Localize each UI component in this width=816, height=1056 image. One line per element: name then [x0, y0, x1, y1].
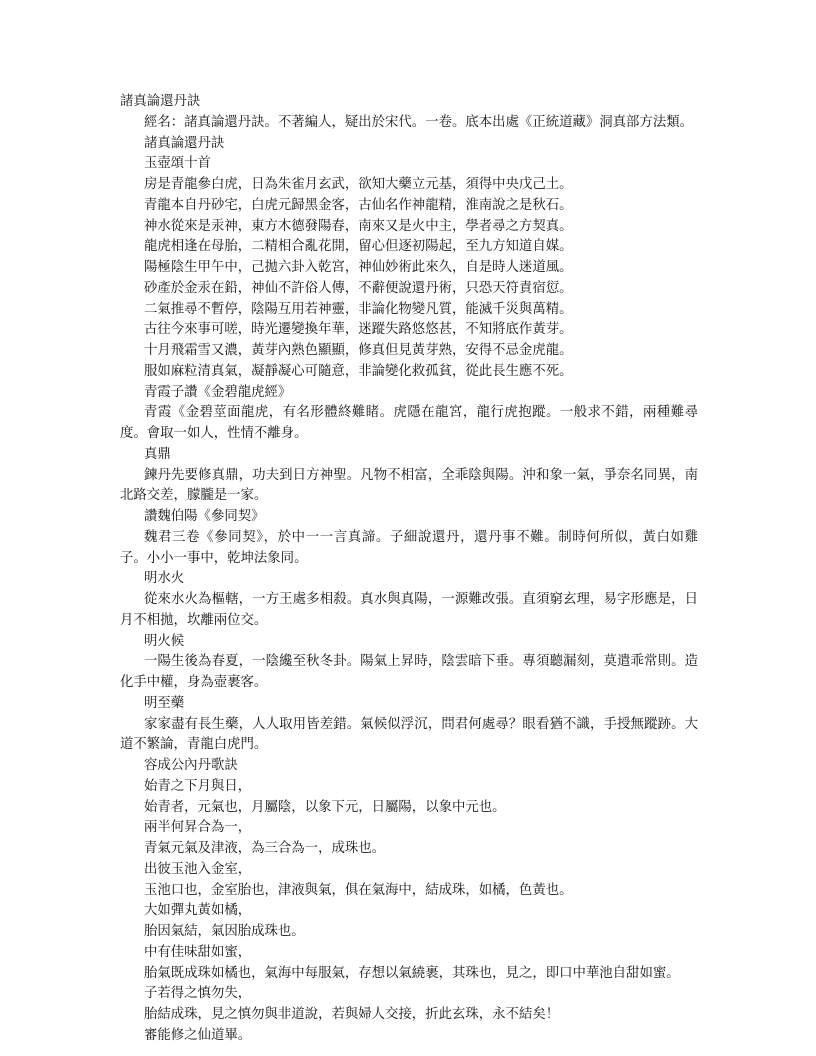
paragraph: 青霞《金碧莖面龍虎，有名形體終難睹。虎隱在龍宮，龍行虎抱蹤。一般求不錯，兩種難尋度。會取一如人，性情不離身。 — [120, 405, 698, 441]
paragraph: 兩半何昇合為一， — [144, 820, 252, 836]
paragraph: 出彼玉池入金室， — [144, 861, 252, 877]
document-page — [120, 92, 698, 1047]
paragraph: 胎因氣結，氣因胎成珠也。 — [144, 924, 305, 939]
paragraph: 十月飛霜雪又濃，黃芽內熟色顯顯，修真但見黃芽熟，安得不忌金虎龍。 — [144, 343, 573, 358]
paragraph: 經名：諸真論還丹訣。不著編人，疑出於宋代。一卷。底本出處《正統道藏》洞真部方法類。 — [144, 114, 694, 130]
paragraph: 二氣推尋不暫停，陰陽互用若神靈，非論化物變凡質，能滅千災與萬精。 — [144, 301, 573, 317]
paragraph: 始青者，元氣也，月屬陰，以象下元，日屬陽，以象中元也。 — [144, 799, 506, 815]
paragraph: 胎氣既成珠如橘也，氣海中每服氣，存想以氣繞裹，其珠也，見之，即口中華池自甜如蜜。 — [144, 965, 680, 981]
paragraph: 讚魏伯陽《參同契》 — [144, 509, 265, 524]
paragraph: 青龍本自丹砂宅，白虎元歸黑金客，古仙名作神龍精，淮南說之是秋石。 — [144, 197, 573, 213]
paragraph: 玉壺頌十首 — [144, 156, 211, 172]
paragraph: 古往今來事可嗟，時光遷變換年華，迷蹤失路悠悠甚，不知將底作黃芽。 — [144, 322, 573, 338]
document-body — [120, 113, 698, 1047]
paragraph: 家家盡有長生藥，人人取用皆差錯。氣候似浮沉，問君何處尋？眼看猶不識，手授無蹤跡。大道不繁論，青龍白虎門。 — [120, 716, 698, 753]
paragraph: 容成公內丹歌訣 — [144, 758, 238, 773]
document-title: 諸真論還丹訣 — [120, 94, 201, 109]
paragraph: 明火候 — [144, 633, 185, 649]
paragraph: 審能修之仙道畢。 — [144, 1027, 252, 1043]
paragraph: 明至藥 — [144, 695, 185, 711]
paragraph: 龍虎相逢在母胎，二精相合亂花開，留心但逐初陽起，至九方知道自媒。 — [144, 239, 573, 255]
paragraph: 子若得之慎勿失， — [144, 986, 252, 1002]
paragraph: 從來水火為樞轄，一方王處多相殺。真水與真陽，一源難改張。直須窮玄理，易字形應是，日月不相拋，坎離兩位交。 — [120, 592, 698, 628]
paragraph: 青霞子讚《金碧龍虎經》 — [144, 384, 292, 400]
paragraph: 服如麻粒清真氣，凝靜凝心可隨意，非論變化救孤貧，從此長生應不死。 — [144, 363, 573, 379]
paragraph: 房是青龍參白虎，日為朱雀月玄武，欲知大藥立元基，須得中央戊己土。 — [144, 177, 573, 192]
paragraph: 青氣元氣及津液，為三合為一，成珠也。 — [144, 841, 386, 856]
paragraph: 陽極陰生甲午中，己拋六卦入乾宮，神仙妙術此來久，自是時人迷道風。 — [144, 260, 573, 275]
paragraph: 大如彈丸黃如橘， — [144, 903, 252, 919]
paragraph: 明水火 — [144, 571, 185, 587]
paragraph: 神水從來是汞神，東方木德發陽春，南來又是火中主，學者尋之方契真。 — [144, 218, 573, 234]
paragraph: 胎結成珠，見之慎勿與非道說，若與婦人交接，折此玄珠，永不結矣！ — [144, 1007, 560, 1022]
paragraph: 真鼎 — [144, 446, 171, 462]
paragraph: 玉池口也，金室胎也，津液與氣，俱在氣海中，結成珠，如橘，色黃也。 — [144, 882, 573, 898]
paragraph: 一陽生後為春夏，一陰纔至秋冬卦。陽氣上昇時，陰雲暗下垂。專須聽漏刻，莫遣乖常則。造化手中權，身為壺裹客。 — [120, 654, 698, 690]
paragraph: 始青之下月與日， — [144, 778, 252, 794]
paragraph: 魏君三卷《參同契》，於中一一言真諦。子細說還丹，還丹事不難。制時何所似，黃白如雞子。小小一事中，乾坤法象同。 — [120, 529, 698, 566]
paragraph: 諸真論還丹訣 — [144, 135, 225, 151]
paragraph: 鍊丹先要修真鼎，功夫到日方神聖。凡物不相富，全乖陰與陽。沖和象一氣，爭奈名同異，南北路交差，朦朧是一家。 — [120, 467, 698, 504]
paragraph: 中有佳味甜如蜜， — [144, 944, 252, 960]
paragraph: 砂產於金汞在鉛，神仙不許俗人傳，不辭便說還丹術，只恐天符責宿愆。 — [144, 280, 573, 296]
